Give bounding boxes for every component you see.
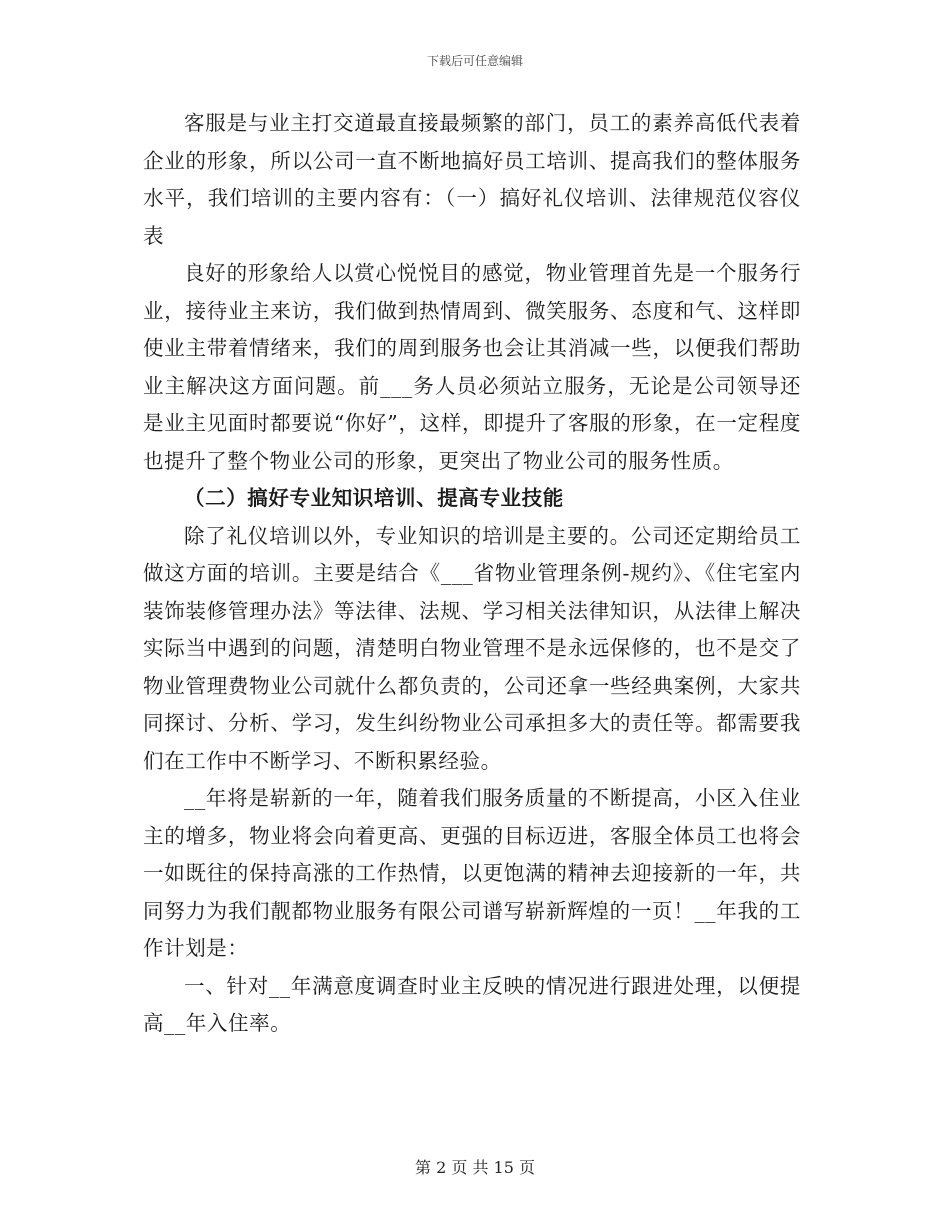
paragraph-professional-knowledge: 除了礼仪培训以外，专业知识的培训是主要的。公司还定期给员工做这方面的培训。主要是结合《___省物业管理条例-规约》、《住宅室内装饰装修管理办法》等法律、法规、学习相关法律知识，从法律上解决实际当中遇到的问题，清楚明白物业管理不是永远保修的，也不是交了物业管理费物业公司就什么都负责的，公司还拿一些经典案例，大家共同探讨、分析、学习，发生纠纷物业公司承担多大的责任等。都需要我们在工作中不断学习、不断积累经验。 <box>143 523 801 773</box>
paragraph-new-year-outlook: __年将是崭新的一年，随着我们服务质量的不断提高，小区入住业主的增多，物业将会向着更高、更强的目标迈进，客服全体员工也将会一如既往的保持高涨的工作热情，以更饱满的精神去迎接新的一年，共同努力为我们靓都物业服务有限公司谱写崭新辉煌的一页！__年我的工作计划是： <box>143 786 801 960</box>
paragraph-plan-item-1: 一、针对__年满意度调查时业主反映的情况进行跟进处理，以便提高__年入住率。 <box>143 973 801 1035</box>
paragraph-customer-service-intro: 客服是与业主打交道最直接最频繁的部门，员工的素养高低代表着企业的形象，所以公司一直不断地搞好员工培训、提高我们的整体服务水平，我们培训的主要内容有：（一）搞好礼仪培训、法律规范仪容仪表 <box>143 111 801 248</box>
section-heading-professional-training: （二）搞好专业知识培训、提高专业技能 <box>184 486 564 510</box>
document-body <box>143 105 801 1043</box>
header-note: 下载后可任意编辑 <box>426 54 523 68</box>
paragraph-image-etiquette: 良好的形象给人以赏心悦悦目的感觉，物业管理首先是一个服务行业，接待业主来访，我们做到热情周到、微笑服务、态度和气、这样即使业主带着情绪来，我们的周到服务也会让其消减一些，以便我们帮助业主解决这方面问题。前___务人员必须站立服务，无论是公司领导还是业主见面时都要说“你好”，这样，即提升了客服的形象，在一定程度也提升了整个物业公司的形象，更突出了物业公司的服务性质。 <box>143 261 801 473</box>
page-number: 第 2 页 共 15 页 <box>415 1158 535 1177</box>
